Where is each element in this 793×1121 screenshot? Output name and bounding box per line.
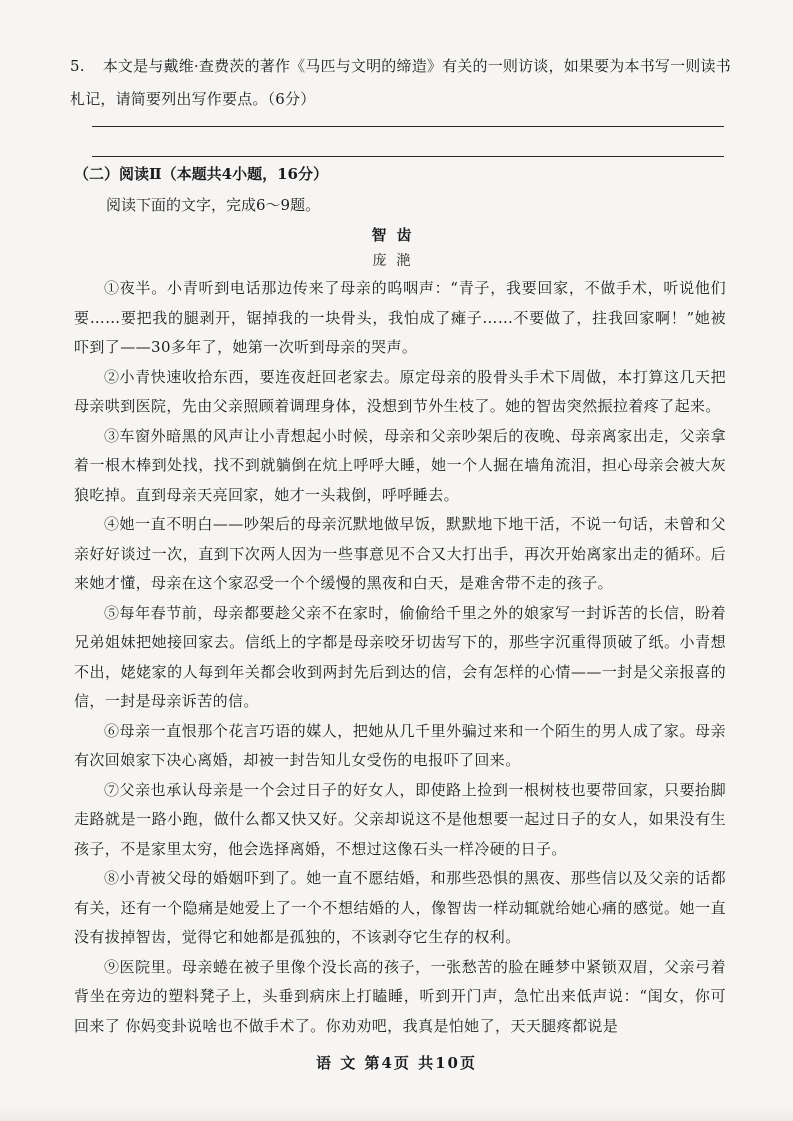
page-edge-shadow [0,1105,793,1121]
section-instruction: 阅读下面的文字，完成6～9题。 [106,196,321,214]
question-5-text: 本文是与戴维·查费茨的著作《马匹与文明的缔造》有关的一则访谈，如果要为本书写一则读书札记，请简要列出写作要点。（6分） [70,57,731,108]
answer-line-2[interactable] [92,156,724,157]
paragraph-6: ⑥母亲一直恨那个花言巧语的媒人，把她从几千里外骗过来和一个陌生的男人成了家。母亲有次回娘家下决心离婚，却被一封告知儿女受伤的电报吓了回来。 [74,721,726,769]
story-author: 庞滟 [372,253,421,269]
answer-line-1[interactable] [92,126,724,127]
paragraph-3: ③车窗外暗黑的风声让小青想起小时候，母亲和父亲吵架后的夜晚、母亲离家出走，父亲拿着一根木棒到处找，找不到就躺倒在炕上呼呼大睡，她一个人掘在墙角流泪，担心母亲会被大灰狼吃掉。直到母亲天亮回家，她才一头栽倒，呼呼睡去。 [74,426,726,504]
paragraph-5: ⑤每年春节前，母亲都要趁父亲不在家时，偷偷给千里之外的娘家写一封诉苦的长信，盼着兄弟姐妹把她接回家去。信纸上的字都是母亲咬牙切齿写下的，那些字沉重得顶破了纸。小青想不出，姥姥家的人每到年关都会收到两封先后到达的信，会有怎样的心情——一封是父亲报喜的信，一封是母亲诉苦的信。 [74,603,726,710]
paragraph-7: ⑦父亲也承认母亲是一个会过日子的好女人，即使路上捡到一根树枝也要带回家，只要抬脚走路就是一路小跑，做什么都又快又好。父亲却说这不是他想要一起过日子的女人，如果没有生孩子，不是家里太穷，他会选择离婚，不想过这像石头一样冷硬的日子。 [74,780,726,858]
paragraph-2: ②小青快速收拾东西，要连夜赶回老家去。原定母亲的股骨头手术下周做，本打算这几天把母亲哄到医院，先由父亲照顾着调理身体，没想到节外生枝了。她的智齿突然振拉着疼了起来。 [74,367,726,415]
question-5-number: 5. [70,57,85,75]
paragraph-4: ④她一直不明白——吵架后的母亲沉默地做早饭，默默地下地干活，不说一句话，未曾和父亲好好谈过一次，直到下次两人因为一些事意见不合又大打出手，再次开始离家出走的循环。后来她才懂，母亲在这个家忍受一个个缓慢的黑夜和白天，是难舍带不走的孩子。 [74,515,726,592]
story-body [74,274,726,1041]
story-title: 智齿 [371,226,422,244]
paragraph-8: ⑧小青被父母的婚姻吓到了。她一直不愿结婚，和那些恐惧的黑夜、那些信以及父亲的话都有关，还有一个隐痛是她爱上了一个不想结婚的人，像智齿一样动辄就给她心痛的感觉。她一直没有拔掉智齿，觉得它和她都是孤独的，不该剥夺它生存的权利。 [74,869,726,946]
paragraph-1: ①夜半。小青听到电话那边传来了母亲的呜咽声：“青子，我要回家，不做手术，听说他们要……要把我的腿剥开，锯掉我的一块骨头，我怕成了瘫子……不要做了，拄我回家啊！”她被吓到了——30多年了，她第一次听到母亲的哭声。 [74,279,726,356]
question-5 [70,50,740,116]
paragraph-9: ⑨医院里。母亲蜷在被子里像个没长高的孩子，一张愁苦的脸在睡梦中紧锁双眉，父亲弓着背坐在旁边的塑料凳子上，头垂到病床上打瞌睡，听到开门声，急忙出来低声说：“闺女，你可回来了 你妈变卦说啥也不做手术了。你劝劝吧，我真是怕她了，天天腿疼都说是 [74,957,726,1035]
section-heading: （二）阅读Ⅱ（本题共4小题，16分） [74,165,328,183]
page-footer: 语 文 第4页 共10页 [316,1054,477,1072]
